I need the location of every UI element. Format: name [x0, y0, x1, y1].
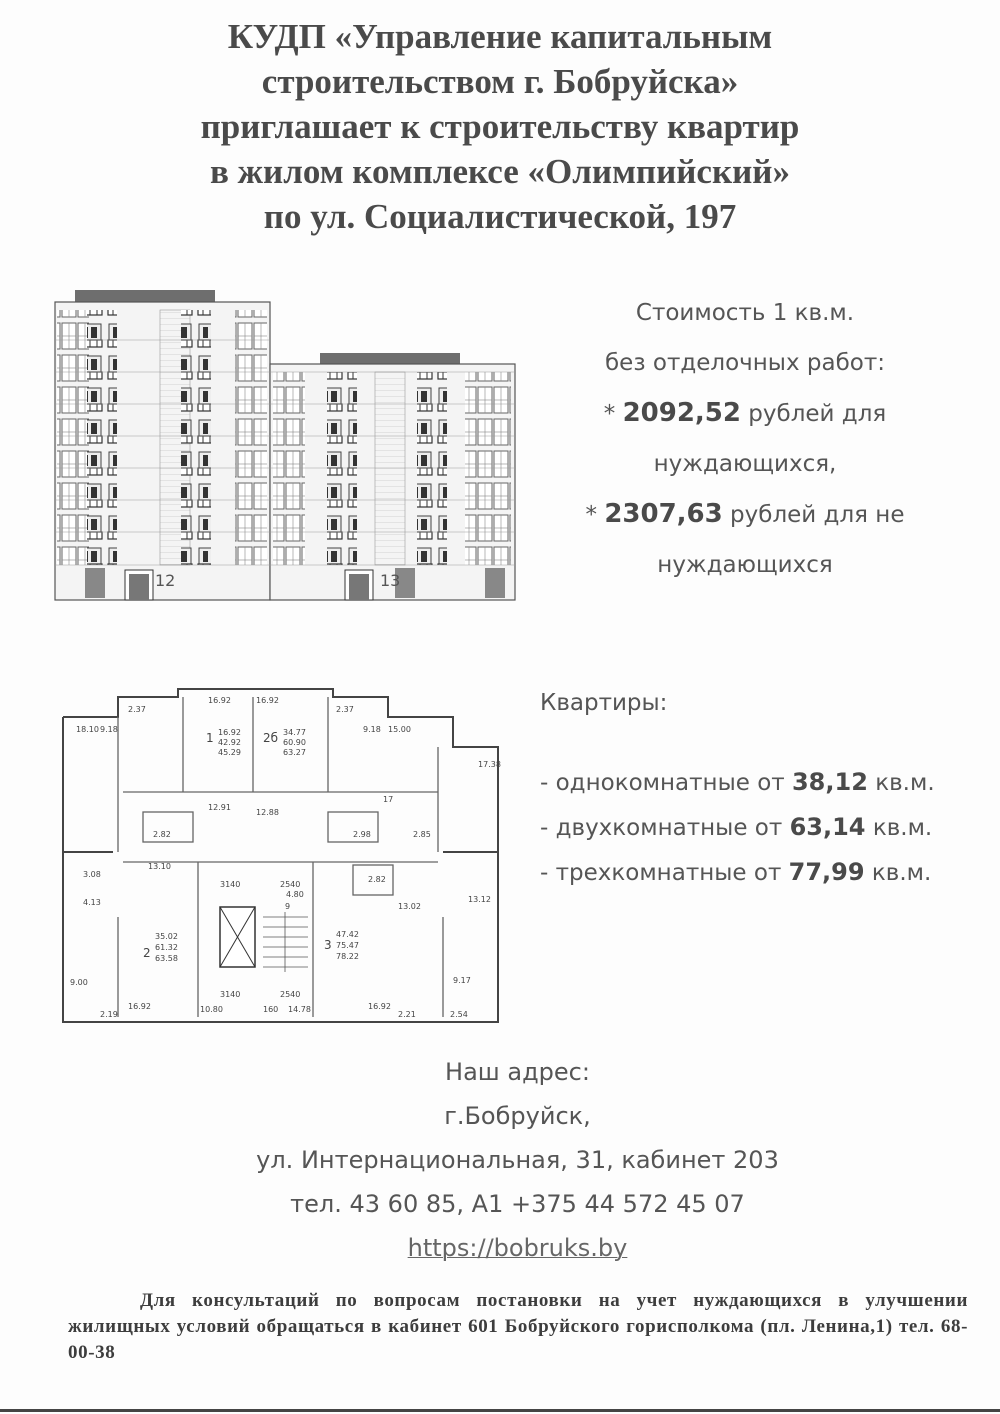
plan-label: 17.38	[478, 760, 501, 769]
price-needy	[545, 388, 945, 439]
plan-label: 2540	[280, 880, 301, 889]
plan-label: 3140	[220, 880, 241, 889]
price-other	[545, 489, 945, 540]
plan-label: 2.21	[398, 1010, 416, 1019]
plan-label: 78.22	[336, 952, 359, 961]
price-line-2: без отделочных работ:	[605, 350, 885, 376]
price-block	[545, 288, 945, 590]
apartment-type-area: 63,14	[789, 813, 866, 841]
apartment-number: 3	[324, 938, 332, 952]
plan-label: 35.02	[155, 932, 178, 941]
address-city: г.Бобруйск,	[444, 1102, 591, 1130]
floor-plan-drawing	[58, 687, 508, 1032]
apartment-number: 2	[143, 946, 151, 960]
title-line-4: в жилом комплексе «Олимпийский»	[210, 152, 790, 191]
plan-label: 2.82	[153, 830, 171, 839]
plan-label: 2.19	[100, 1010, 118, 1019]
plan-label: 60.90	[283, 738, 306, 747]
plan-label: 4.80	[286, 890, 304, 899]
apartment-type-row	[540, 850, 990, 895]
apartments-block	[540, 690, 990, 895]
apartment-type-label: - трехкомнатные от	[540, 860, 782, 886]
apartment-number: 1	[206, 731, 214, 745]
apartment-type-unit: кв.м.	[872, 815, 933, 841]
plan-label: 15.00	[388, 725, 411, 734]
plan-label: 61.32	[155, 943, 178, 952]
plan-label: 3140	[220, 990, 241, 999]
address-street: ул. Интернациональная, 31, кабинет 203	[256, 1146, 779, 1174]
price-other-text1: рублей для не	[730, 502, 905, 528]
plan-label: 63.58	[155, 954, 178, 963]
consultation-note	[68, 1288, 968, 1366]
building-facade-drawing	[45, 288, 520, 603]
plan-label: 17	[383, 795, 394, 804]
price-needy-value: 2092,52	[622, 398, 741, 428]
title-line-2: строительством г. Бобруйска»	[261, 62, 739, 101]
plan-label: 18.10	[76, 725, 99, 734]
section-number-13: 13	[380, 571, 401, 590]
plan-label: 16.92	[368, 1002, 391, 1011]
plan-label: 13.02	[398, 902, 421, 911]
apartments-title: Квартиры:	[540, 690, 668, 716]
price-other-text2: нуждающихся	[657, 552, 833, 578]
apartment-number: 2б	[263, 731, 279, 745]
plan-label: 4.13	[83, 898, 101, 907]
plan-label: 47.42	[336, 930, 359, 939]
apartment-type-area: 77,99	[788, 858, 865, 886]
plan-label: 9.18	[363, 725, 381, 734]
title-line-5: по ул. Социалистической, 197	[263, 197, 737, 236]
plan-label: 16.92	[218, 728, 241, 737]
apartment-type-row	[540, 760, 990, 805]
plan-label: 16.92	[208, 696, 231, 705]
plan-label: 9	[285, 902, 291, 911]
plan-label: 13.10	[148, 862, 171, 871]
plan-label: 9.00	[70, 978, 88, 987]
plan-label: 2.37	[336, 705, 354, 714]
apartment-type-unit: кв.м.	[871, 860, 932, 886]
title-line-1: КУДП «Управление капитальным	[227, 17, 773, 56]
plan-label: 16.92	[128, 1002, 151, 1011]
plan-label: 10.80	[200, 1005, 223, 1014]
plan-label: 45.29	[218, 748, 241, 757]
plan-label: 14.78	[288, 1005, 311, 1014]
apartment-type-row	[540, 805, 990, 850]
plan-label: 2.98	[353, 830, 371, 839]
address-block	[0, 1050, 1000, 1270]
plan-label: 9.17	[453, 976, 471, 985]
page-title	[0, 14, 1000, 239]
plan-label: 75.47	[336, 941, 359, 950]
title-line-3: приглашает к строительству квартир	[200, 107, 800, 146]
plan-label: 42.92	[218, 738, 241, 747]
plan-label: 2.85	[413, 830, 431, 839]
plan-label: 12.91	[208, 803, 231, 812]
plan-label: 160	[263, 1005, 279, 1014]
section-number-12: 12	[155, 571, 176, 590]
plan-label: 16.92	[256, 696, 279, 705]
plan-label: 34.77	[283, 728, 306, 737]
plan-label: 2540	[280, 990, 301, 999]
plan-label: 9.18	[100, 725, 118, 734]
plan-label: 13.12	[468, 895, 491, 904]
plan-label: 2.82	[368, 875, 386, 884]
page-edge-line	[0, 1409, 1000, 1412]
consultation-text: Для консультаций по вопросам постановки на учет нуждающихся в улучшении жилищных условий обращаться в кабинет 601 Бобруйского горисполкома (пл. Ленина,1) тел. 68-00-38	[68, 1290, 968, 1363]
plan-label: 3.08	[83, 870, 101, 879]
price-line-1: Стоимость 1 кв.м.	[635, 300, 855, 326]
price-other-prefix: *	[585, 502, 597, 528]
price-needy-text1: рублей для	[748, 401, 887, 427]
plan-label: 2.37	[128, 705, 146, 714]
address-title: Наш адрес:	[445, 1058, 590, 1086]
price-other-value: 2307,63	[604, 499, 723, 529]
price-needy-text2: нуждающихся,	[653, 451, 837, 477]
plan-label: 12.88	[256, 808, 279, 817]
apartment-type-area: 38,12	[791, 768, 868, 796]
apartment-type-unit: кв.м.	[875, 770, 935, 796]
website-link[interactable]: https://bobruks.by	[407, 1234, 628, 1262]
plan-label: 2.54	[450, 1010, 468, 1019]
address-phones: тел. 43 60 85, А1 +375 44 572 45 07	[290, 1190, 745, 1218]
plan-label: 63.27	[283, 748, 306, 757]
price-needy-prefix: *	[603, 401, 616, 427]
apartment-type-label: - однокомнатные от	[540, 770, 785, 796]
apartment-type-label: - двухкомнатные от	[540, 815, 783, 841]
